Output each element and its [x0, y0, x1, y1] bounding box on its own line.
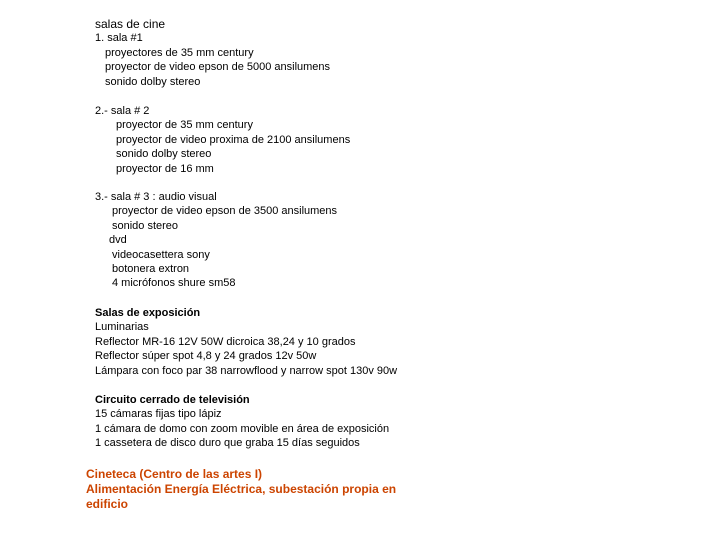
sala1-item: sonido dolby stereo	[105, 75, 201, 88]
exposicion-item: Reflector MR-16 12V 50W dicroica 38,24 y 10 grados	[95, 335, 356, 348]
exposicion-item: Lámpara con foco par 38 narrowflood y narrow spot 130v 90w	[95, 364, 398, 377]
exposicion-item: Luminarias	[95, 321, 149, 334]
sala3-item: sonido stereo	[112, 219, 179, 232]
salas-title: salas de cine	[95, 17, 166, 31]
exposicion-title: Salas de exposición	[95, 307, 201, 319]
cctv-item: 1 cámara de domo con zoom movible en área de exposición	[95, 422, 390, 435]
sala3-section	[95, 190, 337, 291]
cineteca-note	[86, 467, 396, 512]
sala1-item: proyectores de 35 mm century	[105, 46, 254, 59]
cineteca-line: Cineteca (Centro de las artes I)	[86, 467, 263, 481]
sala2-item: proyector de 35 mm century	[116, 119, 253, 132]
cctv-item: 1 cassetera de disco duro que graba 15 días seguidos	[95, 437, 360, 450]
sala1-heading: 1. sala #1	[95, 32, 143, 45]
sala3-item: 4 micrófonos shure sm58	[112, 277, 236, 290]
cineteca-line: Alimentación Energía Eléctrica, subestación propia en	[86, 482, 397, 496]
sala3-item: videocasettera sony	[112, 248, 210, 261]
cctv-section	[95, 393, 389, 451]
sala3-item: proyector de video epson de 3500 ansilumens	[112, 205, 338, 218]
exposicion-section	[95, 306, 397, 378]
salas-de-cine-section	[95, 17, 330, 89]
sala2-heading: 2.- sala # 2	[95, 105, 150, 117]
sala1-item: proyector de video epson de 5000 ansilumens	[105, 61, 331, 74]
sala3-item: botonera extron	[112, 262, 190, 275]
cineteca-line: edificio	[86, 497, 129, 511]
exposicion-item: Reflector súper spot 4,8 y 24 grados 12v 50w	[95, 350, 317, 363]
cctv-item: 15 cámaras fijas tipo lápiz	[95, 408, 222, 421]
sala2-item: proyector de 16 mm	[116, 162, 214, 175]
cctv-title: Circuito cerrado de televisión	[95, 394, 250, 406]
sala3-heading: 3.- sala # 3 : audio visual	[95, 191, 217, 203]
sala2-section	[95, 104, 350, 176]
sala2-item: proyector de video proxima de 2100 ansilumens	[116, 133, 351, 146]
sala2-item: sonido dolby stereo	[116, 148, 212, 161]
sala3-item: dvd	[109, 234, 127, 247]
